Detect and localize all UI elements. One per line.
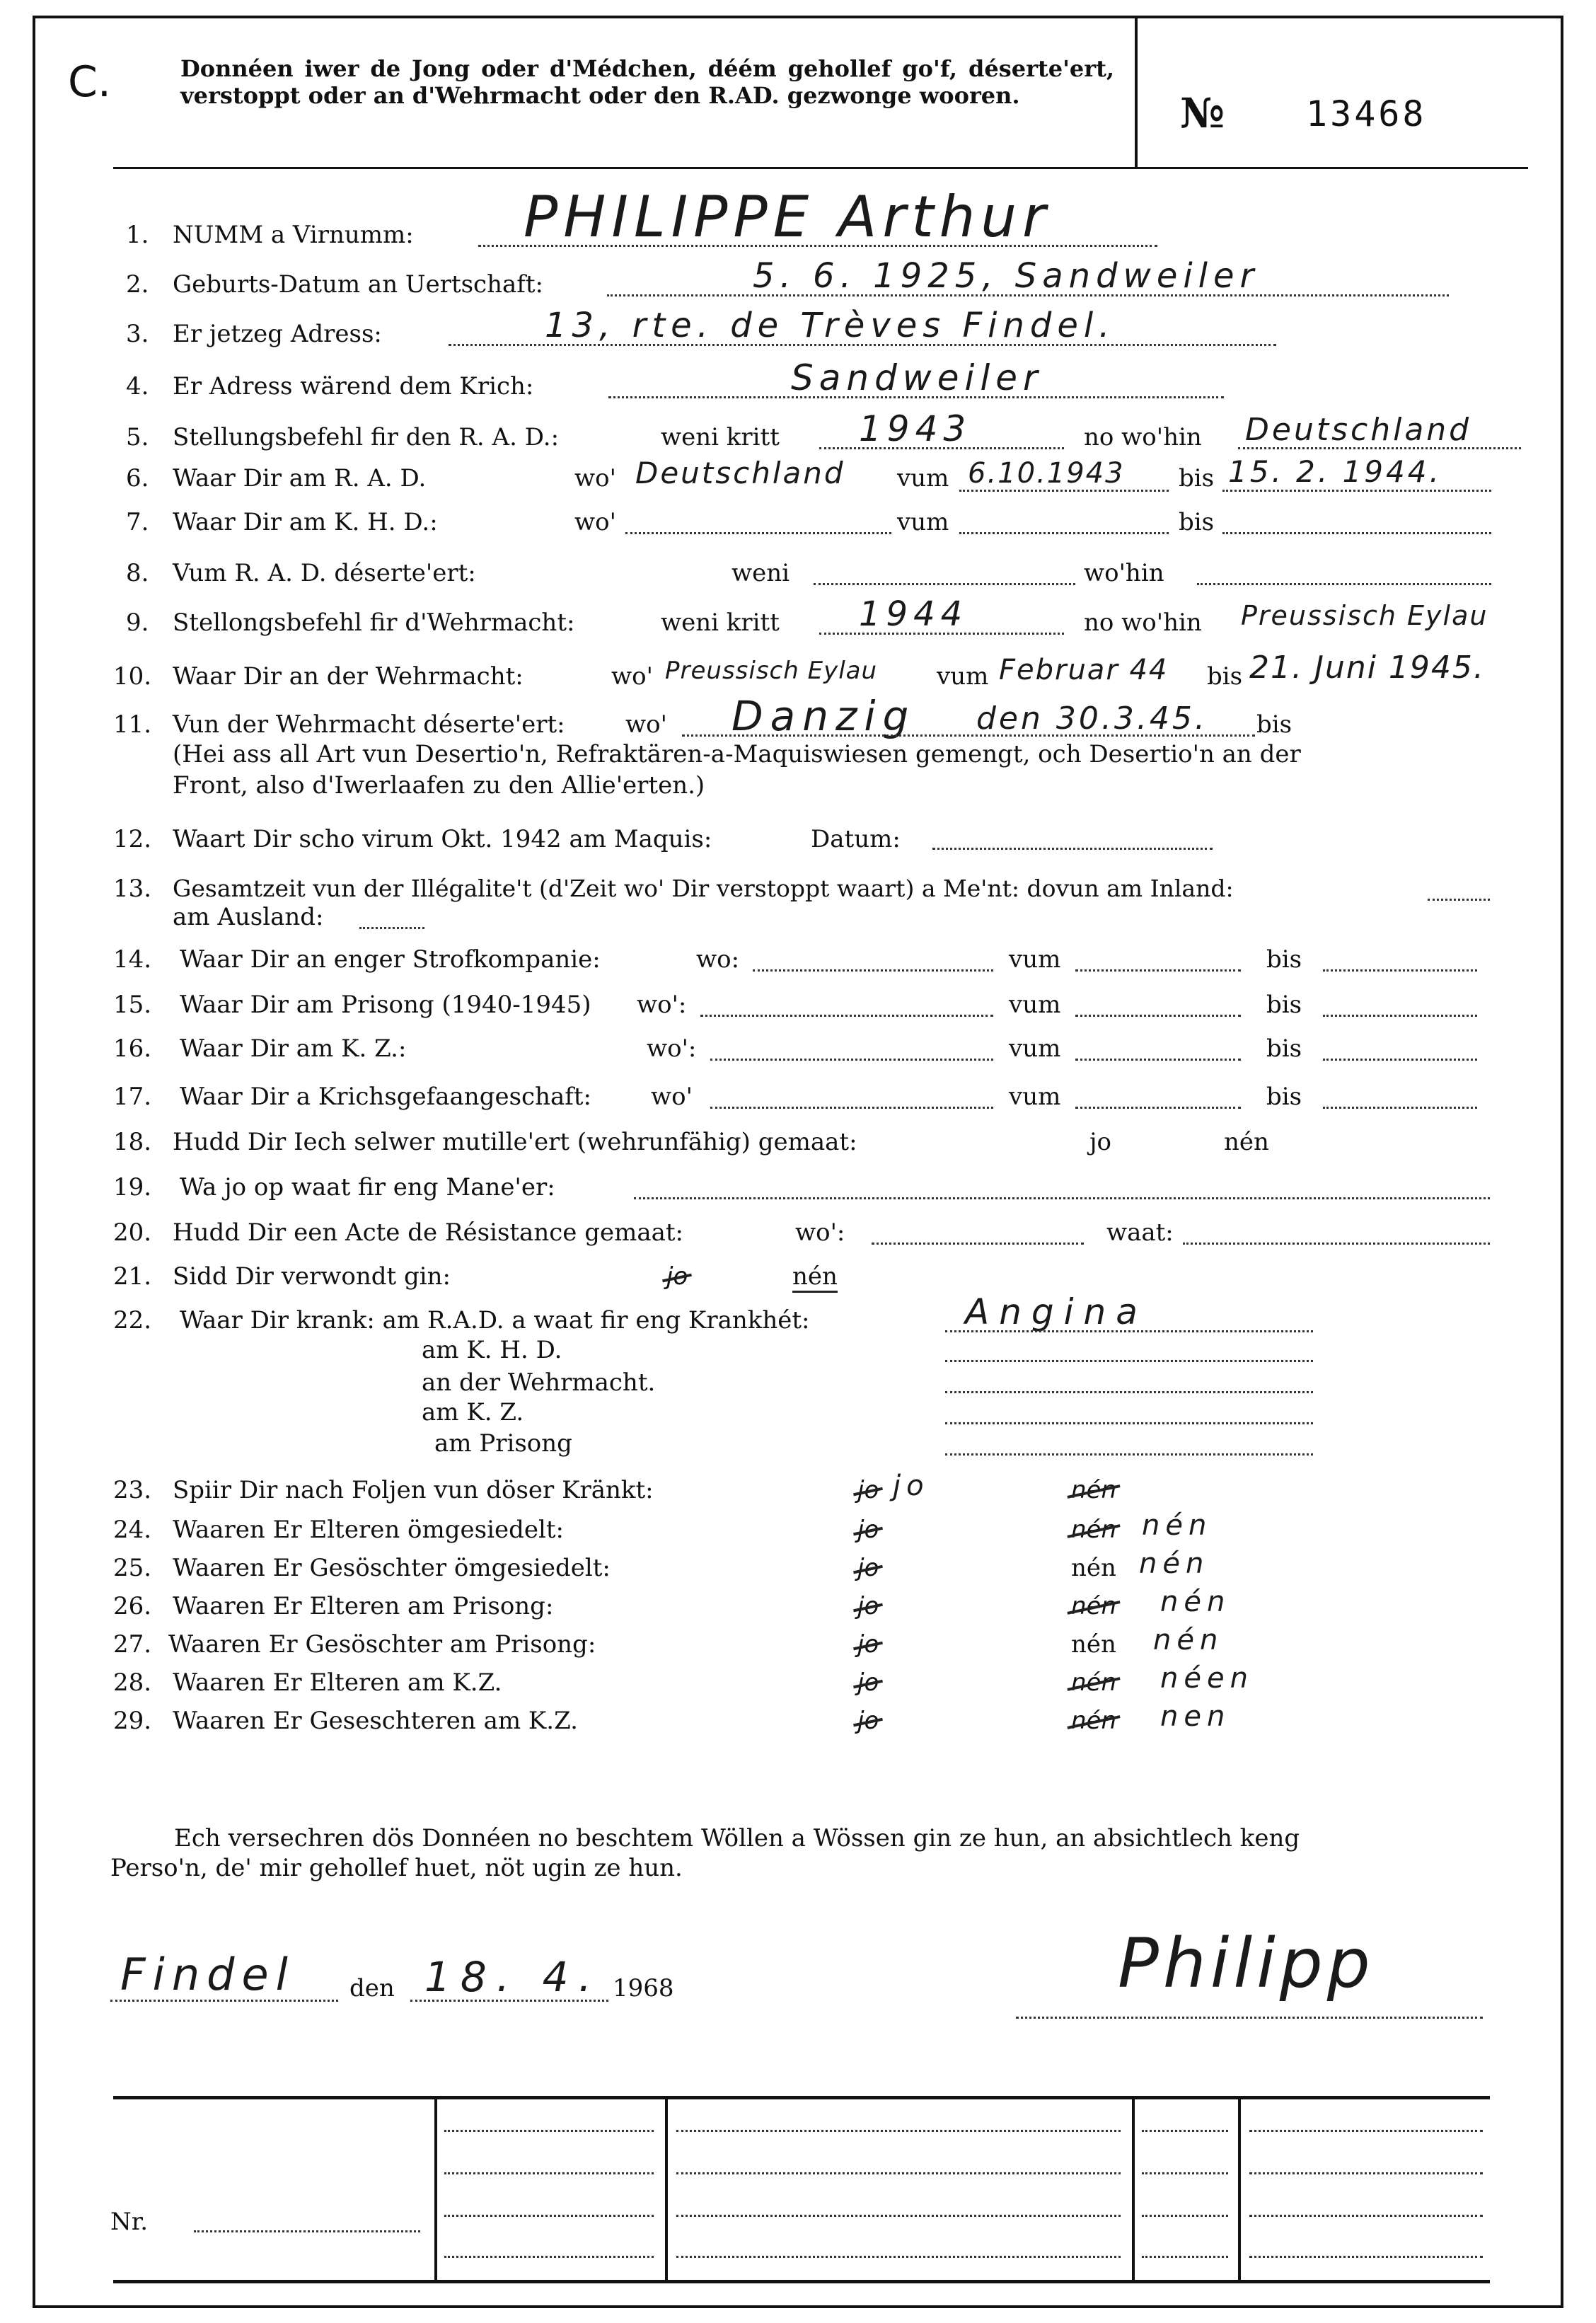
row-21-nen-selected[interactable]: nén (792, 1262, 838, 1293)
row-22-line-3 (945, 1391, 1313, 1393)
row-16-wo-line (710, 1059, 993, 1061)
row-6-vum-line (959, 490, 1169, 492)
row-16-vum-line (1075, 1059, 1241, 1061)
row-5-weni-value[interactable]: 1943 (859, 408, 972, 449)
row-18-label: Hudd Dir Iech selwer mutille'ert (wehrunfähig) gemaat: (173, 1128, 857, 1156)
row-28-label: Waaren Er Elteren am K.Z. (173, 1668, 502, 1697)
section-letter: C. (68, 57, 111, 107)
row-14-number: 14. (113, 945, 152, 974)
row-16-vum-label: vum (1009, 1034, 1061, 1063)
footer-nr-label: Nr. (110, 2208, 149, 2236)
row-22-line-1 (945, 1330, 1313, 1332)
row-17-vum-line (1075, 1107, 1241, 1109)
row-26-label: Waaren Er Elteren am Prisong: (173, 1592, 554, 1620)
row-10-wo-value[interactable]: Preussisch Eylau (665, 657, 878, 685)
row-11-wo-line (682, 734, 1255, 737)
row-6-vum-value[interactable]: 6.10.1943 (968, 457, 1125, 490)
header-divider (1135, 18, 1138, 167)
footer-c3-line-4 (1142, 2256, 1228, 2258)
footer-c2-line-2 (676, 2172, 1121, 2174)
row-17-label: Waar Dir a Krichsgefaangeschaft: (180, 1083, 591, 1111)
footer-c1-line-4 (444, 2256, 654, 2258)
row-14-vum-line (1075, 969, 1241, 972)
row-14-vum-label: vum (1009, 945, 1061, 974)
declaration-line-1: Ech versechren dös Donnéen no beschtem Wöllen a Wössen gin ze hun, an absichtlech keng (174, 1824, 1300, 1852)
row-22-line-2 (945, 1360, 1313, 1362)
row-25-handwritten[interactable]: nén (1139, 1547, 1210, 1580)
row-27-nen[interactable]: nén (1071, 1630, 1116, 1659)
row-5-label: Stellungsbefehl fir den R. A. D.: (173, 423, 560, 451)
row-8-weni-line (814, 583, 1075, 585)
row-4-label: Er Adress wärend dem Krich: (173, 372, 534, 400)
row-4-number: 4. (126, 372, 149, 400)
row-13-number: 13. (113, 875, 152, 903)
signing-place-line (110, 2000, 338, 2002)
number-symbol: № (1180, 89, 1225, 137)
row-24-jo-struck[interactable]: jo (857, 1516, 879, 1544)
row-23-handwritten[interactable]: jo (893, 1470, 930, 1502)
signing-den: den (349, 1974, 395, 2002)
row-8-wohin-line (1197, 583, 1491, 585)
row-10-bis-label: bis (1207, 662, 1243, 691)
row-10-vum-value[interactable]: Februar 44 (999, 654, 1169, 686)
signature-line (1016, 2017, 1483, 2019)
row-20-wo-line (872, 1243, 1084, 1245)
footer-c2-line-4 (676, 2256, 1121, 2258)
footer-c3-line-3 (1142, 2215, 1228, 2217)
row-17-number: 17. (113, 1083, 152, 1111)
row-26-number: 26. (113, 1592, 152, 1620)
row-7-label: Waar Dir am K. H. D.: (173, 508, 438, 536)
row-9-wohin-value[interactable]: Preussisch Eylau (1241, 600, 1488, 631)
row-6-bis-label: bis (1179, 464, 1215, 492)
row-25-nen[interactable]: nén (1071, 1554, 1116, 1582)
row-7-vum-label: vum (897, 508, 949, 536)
row-29-label: Waaren Er Geseschteren am K.Z. (173, 1707, 578, 1735)
row-6-number: 6. (126, 464, 149, 492)
footer-rule-top (113, 2096, 1490, 2099)
footer-c1-line-1 (444, 2130, 654, 2132)
row-11-note: (Hei ass all Art vun Desertio'n, Refraktären-a-Maquiswiesen gemengt, och Desertio'n an der (173, 740, 1301, 768)
signing-place[interactable]: Findel (120, 1949, 295, 2000)
row-2-number: 2. (126, 270, 149, 299)
row-19-label: Wa jo op waat fir eng Mane'er: (180, 1173, 555, 1201)
row-1-value[interactable]: PHILIPPE Arthur (524, 184, 1051, 250)
row-3-number: 3. (126, 320, 149, 348)
row-11-number: 11. (113, 710, 152, 739)
signing-date[interactable]: 18. 4. (424, 1953, 602, 2001)
row-4-value[interactable]: Sandweiler (791, 357, 1043, 398)
row-29-handwritten[interactable]: nen (1160, 1700, 1231, 1733)
row-22-sub-3: am K. Z. (422, 1398, 524, 1426)
row-25-number: 25. (113, 1554, 152, 1582)
row-10-vum-label: vum (937, 662, 989, 691)
row-5-wohin-label: no wo'hin (1084, 423, 1202, 451)
row-18-number: 18. (113, 1128, 152, 1156)
row-27-number: 27. (113, 1630, 152, 1659)
row-19-number: 19. (113, 1173, 152, 1201)
row-12-datum-label: Datum: (811, 825, 901, 853)
row-25-label: Waaren Er Gesöschter ömgesiedelt: (173, 1554, 611, 1582)
signing-date-line (410, 2000, 608, 2002)
row-5-wohin-line (1238, 447, 1521, 449)
row-2-value[interactable]: 5. 6. 1925, Sandweiler (753, 256, 1260, 296)
row-23-label: Spiir Dir nach Foljen vun döser Kränkt: (173, 1476, 654, 1504)
row-24-number: 24. (113, 1516, 152, 1544)
row-17-wo-line (710, 1107, 993, 1109)
row-22-line-5 (945, 1453, 1313, 1456)
signature[interactable]: Philipp (1118, 1924, 1375, 2003)
row-22-value[interactable]: Angina (965, 1291, 1147, 1332)
row-14-label: Waar Dir an enger Strofkompanie: (180, 945, 601, 974)
row-11-den-value[interactable]: den 30.3.45. (976, 701, 1208, 737)
row-24-handwritten[interactable]: nén (1142, 1509, 1213, 1542)
row-20-wo-label: wo': (795, 1218, 845, 1247)
row-6-bis-value[interactable]: 15. 2. 1944. (1228, 454, 1442, 489)
footer-c4-line-1 (1249, 2130, 1483, 2132)
row-1-label: NUMM a Virnumm: (173, 221, 414, 249)
row-14-wo-label: wo: (696, 945, 740, 974)
row-29-nen-struck[interactable]: nén (1071, 1707, 1117, 1735)
row-5-wohin-value[interactable]: Deutschland (1245, 412, 1472, 448)
row-8-wohin-label: wo'hin (1084, 559, 1164, 587)
row-25-jo-struck[interactable]: jo (857, 1554, 879, 1582)
footer-col-3 (1132, 2096, 1135, 2283)
row-1-number: 1. (126, 221, 149, 249)
row-28-jo-struck[interactable]: jo (857, 1668, 879, 1697)
row-14-bis-label: bis (1266, 945, 1302, 974)
row-17-bis-line (1323, 1107, 1477, 1109)
row-18-jo[interactable]: jo (1089, 1128, 1112, 1156)
row-9-wohin-label: no wo'hin (1084, 609, 1202, 637)
row-24-nen-struck[interactable]: nén (1071, 1516, 1117, 1544)
row-17-wo-label: wo' (651, 1083, 693, 1111)
row-22-label: Waar Dir krank: am R.A.D. a waat fir eng Krankhét: (180, 1306, 810, 1335)
footer-c3-line-2 (1142, 2172, 1228, 2174)
row-8-number: 8. (126, 559, 149, 587)
row-9-weni-label: weni kritt (661, 609, 780, 637)
row-13-label-2: am Ausland: (173, 903, 324, 931)
row-22-number: 22. (113, 1306, 152, 1335)
footer-c2-line-1 (676, 2130, 1121, 2132)
row-6-wo-label: wo' (574, 464, 616, 492)
row-15-bis-line (1323, 1015, 1477, 1017)
row-7-wo-line (625, 532, 891, 534)
row-15-vum-label: vum (1009, 991, 1061, 1019)
row-27-jo-struck[interactable]: jo (857, 1630, 879, 1659)
row-27-label: Waaren Er Gesöschter am Prisong: (168, 1630, 596, 1659)
footer-c1-line-3 (444, 2215, 654, 2217)
row-11-bis-label: bis (1256, 710, 1293, 739)
footer-c4-line-4 (1249, 2256, 1483, 2258)
row-26-jo-struck[interactable]: jo (857, 1592, 879, 1620)
row-7-vum-line (959, 532, 1169, 534)
row-5-number: 5. (126, 423, 149, 451)
footer-col-1 (434, 2096, 437, 2283)
row-20-label: Hudd Dir een Acte de Résistance gemaat: (173, 1218, 683, 1247)
row-9-label: Stellongsbefehl fir d'Wehrmacht: (173, 609, 575, 637)
row-11-label: Vun der Wehrmacht déserte'ert: (173, 710, 565, 739)
footer-c4-line-3 (1249, 2215, 1483, 2217)
footer-c4-line-2 (1249, 2172, 1483, 2174)
row-22-sub-2: an der Wehrmacht. (422, 1368, 656, 1397)
row-6-vum-label: vum (897, 464, 949, 492)
row-10-bis-value[interactable]: 21. Juni 1945. (1249, 650, 1485, 686)
footer-c2-line-3 (676, 2215, 1121, 2217)
row-28-number: 28. (113, 1668, 152, 1697)
row-23-number: 23. (113, 1476, 152, 1504)
row-15-number: 15. (113, 991, 152, 1019)
row-7-wo-label: wo' (574, 508, 616, 536)
row-2-label: Geburts-Datum an Uertschaft: (173, 270, 543, 299)
row-21-label: Sidd Dir verwondt gin: (173, 1262, 451, 1291)
form-number: 13468 (1306, 93, 1427, 134)
row-16-label: Waar Dir am K. Z.: (180, 1034, 407, 1063)
row-20-waat-label: waat: (1106, 1218, 1174, 1247)
row-17-bis-label: bis (1266, 1083, 1302, 1111)
row-16-bis-line (1323, 1059, 1477, 1061)
footer-nr-line (194, 2230, 420, 2232)
row-10-label: Waar Dir an der Wehrmacht: (173, 662, 524, 691)
row-3-value[interactable]: 13, rte. de Trèves Findel. (545, 306, 1116, 345)
row-13-label: Gesamtzeit vun der Illégalite't (d'Zeit wo' Dir verstoppt waart) a Me'nt: dovun am Inland: (173, 875, 1234, 902)
row-13-inland-line (1428, 899, 1490, 901)
row-7-bis-label: bis (1179, 508, 1215, 536)
row-26-nen-struck[interactable]: nén (1071, 1592, 1117, 1620)
row-15-wo-label: wo': (637, 991, 687, 1019)
row-16-number: 16. (113, 1034, 152, 1063)
row-15-vum-line (1075, 1015, 1241, 1017)
row-19-line (634, 1197, 1490, 1199)
row-5-weni-label: weni kritt (661, 423, 780, 451)
row-17-vum-label: vum (1009, 1083, 1061, 1111)
row-15-label: Waar Dir am Prisong (1940-1945) (180, 991, 591, 1019)
footer-rule-bottom (113, 2280, 1490, 2283)
row-12-datum-line (932, 848, 1213, 850)
footer-col-2 (665, 2096, 668, 2283)
footer-c3-line-1 (1142, 2130, 1228, 2132)
row-20-number: 20. (113, 1218, 152, 1247)
row-15-bis-label: bis (1266, 991, 1302, 1019)
footer-col-4 (1238, 2096, 1241, 2283)
row-15-wo-line (700, 1015, 993, 1017)
declaration-line-2: Perso'n, de' mir gehollef huet, nöt ugin ze hun. (110, 1854, 683, 1882)
row-11-wo-value[interactable]: Danzig (732, 692, 916, 740)
header-intro: Donnéen iwer de Jong oder d'Médchen, déém gehollef go'f, déserte'ert, verstoppt oder an d'Wehrmacht oder den R.AD. gezwonge wooren. (180, 55, 1114, 109)
row-12-label: Waart Dir scho virum Okt. 1942 am Maquis: (173, 825, 712, 853)
row-23-nen-struck[interactable]: nén (1071, 1476, 1117, 1504)
row-6-label: Waar Dir am R. A. D. (173, 464, 427, 492)
row-22-sub-1: am K. H. D. (422, 1336, 562, 1364)
row-11-note-2: Front, also d'Iwerlaafen zu den Allie'erten.) (173, 771, 705, 800)
row-13-ausland-line (359, 927, 424, 929)
footer-c1-line-2 (444, 2172, 654, 2174)
row-7-number: 7. (126, 508, 149, 536)
row-24-label: Waaren Er Elteren ömgesiedelt: (173, 1516, 564, 1544)
row-21-jo-struck[interactable]: jo (666, 1262, 688, 1291)
row-7-bis-line (1222, 532, 1491, 534)
row-29-jo-struck[interactable]: jo (857, 1707, 879, 1735)
row-16-wo-label: wo': (647, 1034, 697, 1063)
row-11-wo-label: wo' (625, 710, 667, 739)
row-8-label: Vum R. A. D. déserte'ert: (173, 559, 476, 587)
row-23-jo-struck[interactable]: jo (857, 1476, 879, 1504)
row-3-label: Er jetzeg Adress: (173, 320, 382, 348)
row-20-waat-line (1183, 1243, 1490, 1245)
row-12-number: 12. (113, 825, 152, 853)
row-28-handwritten[interactable]: néen (1160, 1662, 1254, 1695)
row-8-weni-label: weni (732, 559, 790, 587)
row-10-wo-label: wo' (611, 662, 653, 691)
row-21-number: 21. (113, 1262, 152, 1291)
row-14-wo-line (753, 969, 993, 972)
row-29-number: 29. (113, 1707, 152, 1735)
row-16-bis-label: bis (1266, 1034, 1302, 1063)
row-28-nen-struck[interactable]: nén (1071, 1668, 1117, 1697)
row-9-weni-value[interactable]: 1944 (859, 594, 968, 634)
row-27-handwritten[interactable]: nén (1153, 1624, 1224, 1656)
signing-year: 1968 (613, 1974, 674, 2002)
row-22-line-4 (945, 1422, 1313, 1424)
row-18-nen[interactable]: nén (1224, 1128, 1269, 1156)
row-22-sub-4: am Prisong (434, 1429, 572, 1458)
row-26-handwritten[interactable]: nén (1160, 1586, 1231, 1618)
header-rule (113, 167, 1528, 169)
row-14-bis-line (1323, 969, 1477, 972)
row-9-number: 9. (126, 609, 149, 637)
row-6-bis-line (1222, 490, 1491, 492)
row-6-wo-value[interactable]: Deutschland (635, 456, 845, 490)
row-10-number: 10. (113, 662, 152, 691)
